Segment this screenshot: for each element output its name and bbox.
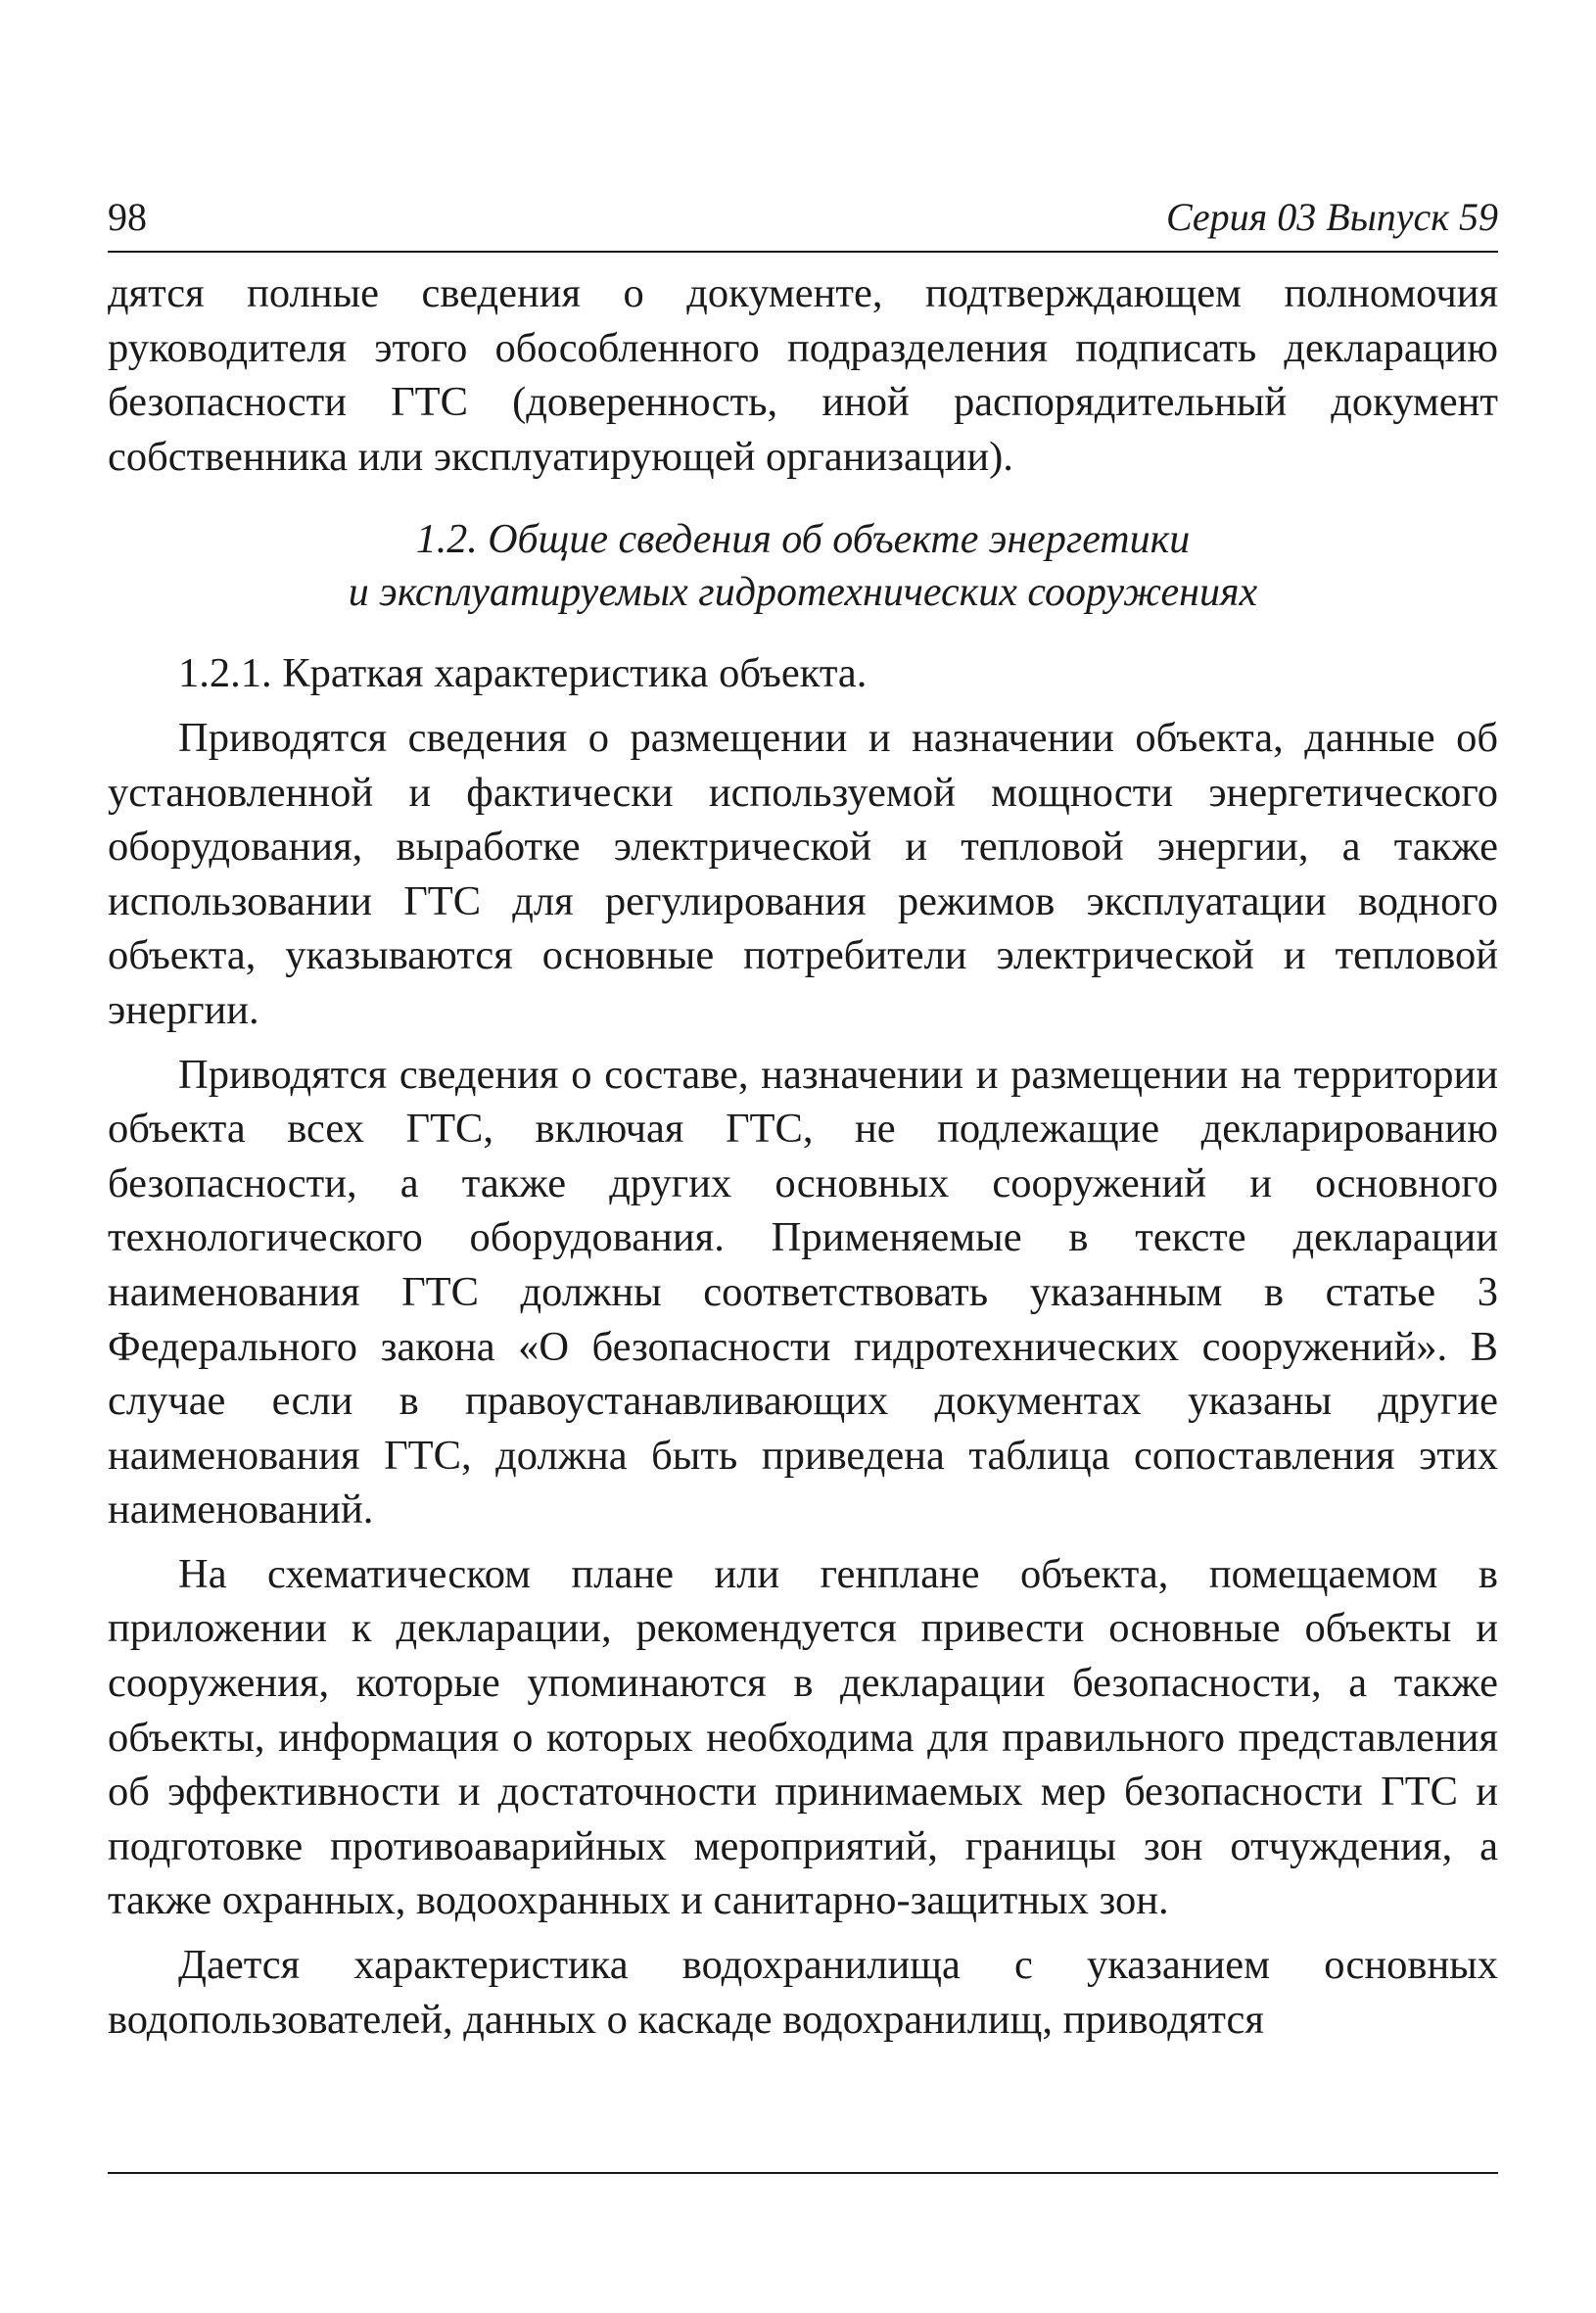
section-heading-line-1: 1.2. Общие сведения об объекте энергетики <box>415 517 1191 563</box>
paragraph: На схематическом плане или генплане объекта, помещаемом в приложении к декларации, рекомендуется привести основные объекты и сооружения, которые упоминаются в декларации безопасности, а также объекты, информация о которых необходима для правильного представления об эффективности и достаточности принимаемых мер безопасности ГТС и подготовке противоаварийных мероприятий, границы зон отчуждения, а также охранных, водоохранных и санитарно-защитных зон. <box>108 1550 1498 1924</box>
body-text <box>108 266 1498 2047</box>
paragraph: Приводятся сведения о размещении и назначении объекта, данные об установленной и фактически используемой мощности энергетического оборудования, выработке электрической и тепловой энергии, а также использовании ГТС для регулирования режимов эксплуатации водного объекта, указываются основные потребители электрической и тепловой энергии. <box>108 714 1498 1033</box>
subsection-title: 1.2.1. Краткая характеристика объекта. <box>178 650 868 697</box>
paragraph: Приводятся сведения о составе, назначении и размещении на территории объекта всех ГТС, включая ГТС, не подлежащие декларированию безопасности, а также других основных сооружений и основного технологического оборудования. Применяемые в тексте декларации наименования ГТС должны соответствовать указанным в статье 3 Федерального закона «О безопасности гидротехнических сооружений». В случае если в правоустанавливающих документах указаны другие наименования ГТС, должна быть приведена таблица сопоставления этих наименований. <box>108 1051 1498 1534</box>
page-number: 98 <box>108 195 147 239</box>
section-heading <box>108 513 1498 619</box>
paragraph: Дается характеристика водохранилища с указанием основных водопользователей, данных о каскаде водохранилищ, приводятся <box>108 1942 1498 2043</box>
section-heading-line-2: и эксплуатируемых гидротехнических сооружениях <box>348 570 1258 616</box>
paragraph-continued: дятся полные сведения о документе, подтверждающем полномочия руководителя этого обособленного подразделения подписать декларацию безопасности ГТС (доверенность, иной распорядительный документ собственника или эксплуатирующей организации). <box>108 270 1498 480</box>
series-info: Серия 03 Выпуск 59 <box>1165 195 1498 239</box>
footer-divider <box>108 2172 1498 2174</box>
running-header <box>108 186 1498 253</box>
document-page <box>108 186 1498 2047</box>
